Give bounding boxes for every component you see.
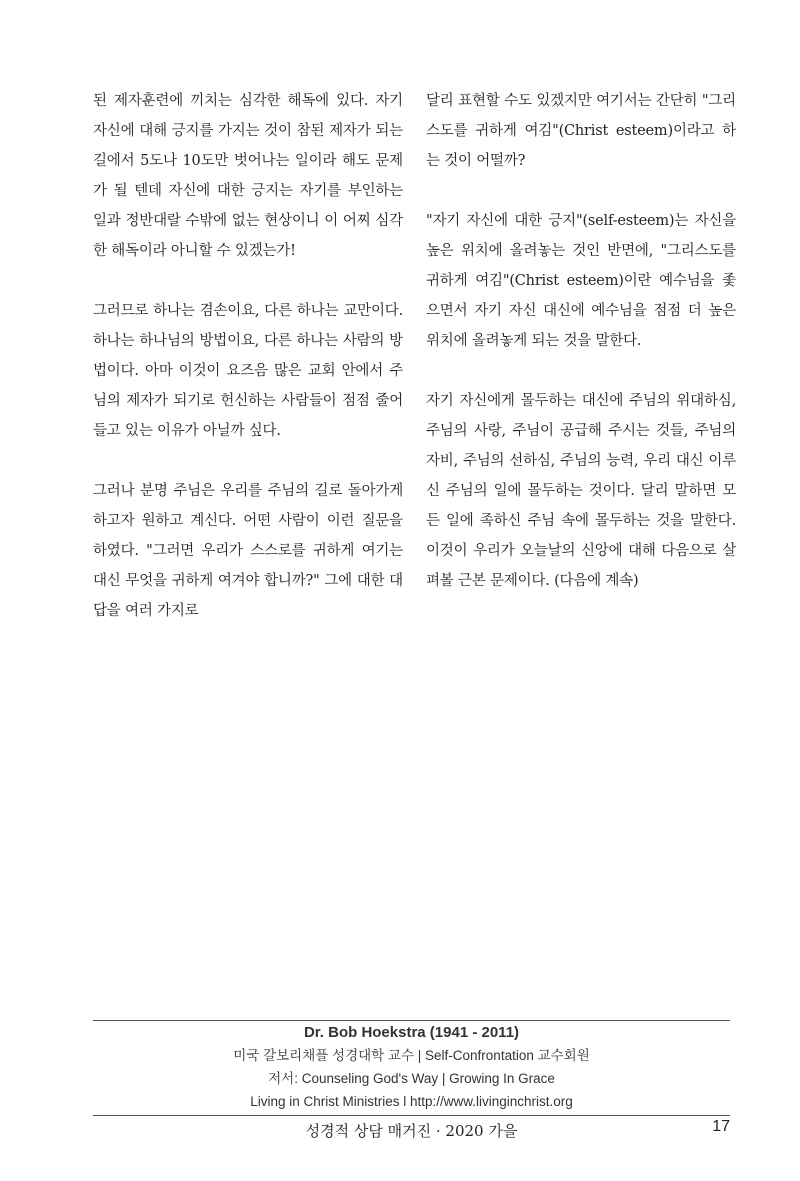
right-column [426,86,736,626]
author-ministry: Living in Christ Ministries l http://www.livinginchrist.org [250,1094,573,1109]
author-name: Dr. Bob Hoekstra (1941 - 2011) [303,1024,520,1041]
page-number: 17 [712,1118,730,1135]
paragraph: 그러므로 하나는 겸손이요, 다른 하나는 교만이다. 하나는 하나님의 방법이요, 다른 하나는 사람의 방법이다. 아마 이것이 요즈음 많은 교회 안에서 주님의 제자가 되기로 헌신하는 사람들이 점점 줄어들고 있는 이유가 아닐까 싶다. [93,303,403,439]
author-affiliation: 미국 갈보리채플 성경대학 교수 | Self-Confrontation 교수회원 [233,1048,590,1063]
paragraph: 자기 자신에게 몰두하는 대신에 주님의 위대하심, 주님의 사랑, 주님이 공급해 주시는 것들, 주님의 자비, 주님의 선하심, 주님의 능력, 우리 대신 이루신 주님의 일에 몰두하는 것이다. 달리 말하면 모든 일에 족하신 주님 속에 몰두하는 것을 말한다. 이것이 우리가 오늘날의 신앙에 대해 다음으로 살펴볼 근본 문제이다. (다음에 계속) [426,393,736,589]
paragraph: "자기 자신에 대한 긍지"(self-esteem)는 자신을 높은 위치에 올려놓는 것인 반면에, "그리스도를 귀하게 여김"(Christ esteem)이란 예수님을 좇으면서 자기 자신 대신에 예수님을 점점 더 높은 위치에 올려놓게 되는 것을 말한다. [426,213,736,349]
left-column [93,86,403,656]
author-books: 저서: Counseling God's Way | Growing In Grace [268,1071,555,1086]
paragraph: 그러나 분명 주님은 우리를 주님의 길로 돌아가게 하고자 원하고 계신다. 어떤 사람이 이런 질문을 하였다. "그러면 우리가 스스로를 귀하게 여기는 대신 무엇을 귀하게 여겨야 합니까?" 그에 대한 대답을 여러 가지로 [93,483,403,619]
magazine-title: 성경적 상담 매거진 · 2020 가을 [305,1122,518,1140]
author-bio [93,1022,730,1113]
footer-divider [93,1115,730,1116]
paragraph: 달리 표현할 수도 있겠지만 여기서는 간단히 "그리스도를 귀하게 여김"(Christ esteem)이라고 하는 것이 어떨까? [426,93,736,169]
paragraph: 된 제자훈련에 끼치는 심각한 해독에 있다. 자기 자신에 대해 긍지를 가지는 것이 참된 제자가 되는 길에서 5도나 10도만 벗어나는 일이라 해도 문제가 될 텐데 자신에 대한 긍지는 자기를 부인하는 일과 정반대랄 수밖에 없는 현상이니 이 어찌 심각한 해독이라 아니할 수 있겠는가! [93,93,403,259]
bio-top-divider [93,1020,730,1021]
